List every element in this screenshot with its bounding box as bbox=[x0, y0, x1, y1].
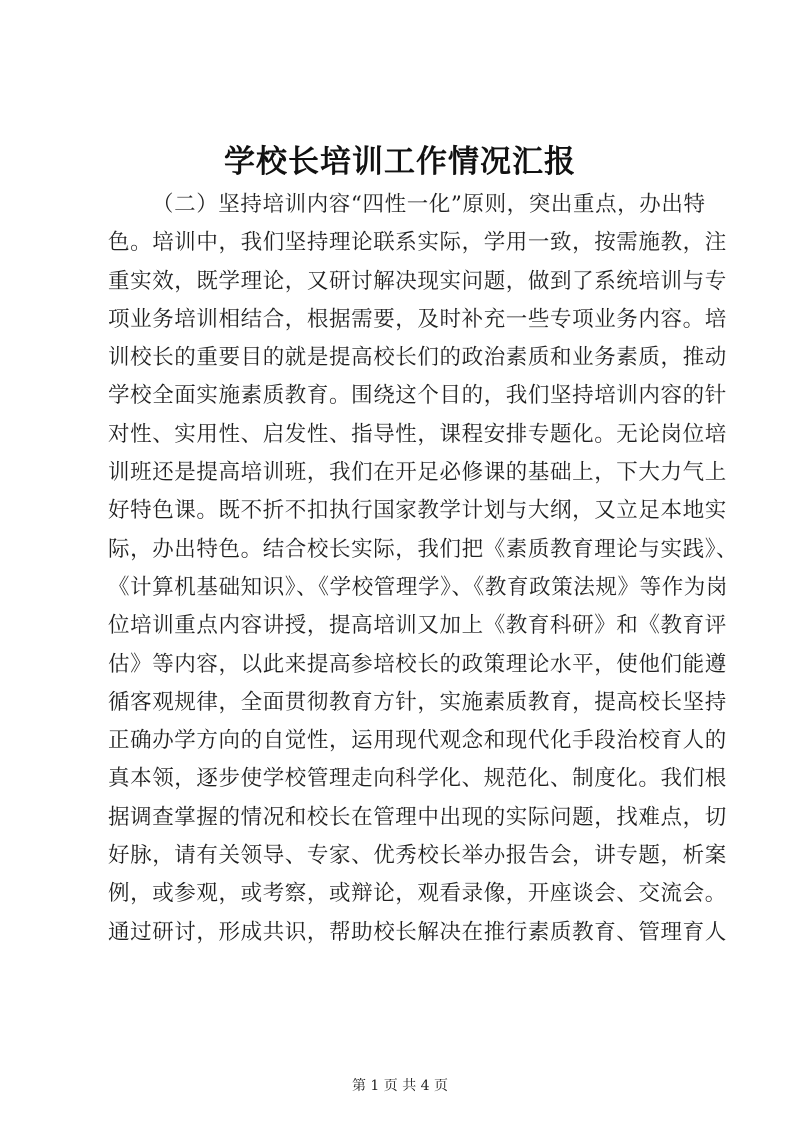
body-line: 《计算机基础知识》、《学校管理学》、《教育政策法规》等作为岗 bbox=[108, 574, 729, 600]
body-line: 位培训重点内容讲授，提高培训又加上《教育科研》和《教育评 bbox=[108, 613, 727, 639]
body-line: 项业务培训相结合，根据需要，及时补充一些专项业务内容。培 bbox=[108, 306, 727, 332]
body-line: 训班还是提高培训班，我们在开足必修课的基础上，下大力气上 bbox=[108, 460, 727, 486]
document-title: 学校长培训工作情况汇报 bbox=[224, 144, 576, 180]
body-line: 训校长的重要目的就是提高校长们的政治素质和业务素质，推动 bbox=[108, 345, 727, 371]
body-line: 重实效，既学理论，又研讨解决现实问题，做到了系统培训与专 bbox=[108, 268, 727, 294]
body-line: 估》等内容，以此来提高参培校长的政策理论水平，使他们能遵 bbox=[108, 651, 727, 677]
body-line: 真本领，逐步使学校管理走向科学化、规范化、制度化。我们根 bbox=[108, 766, 727, 792]
body-line: 色。培训中，我们坚持理论联系实际，学用一致，按需施教，注 bbox=[108, 230, 727, 256]
body-line: 通过研讨，形成共识，帮助校长解决在推行素质教育、管理育人 bbox=[108, 919, 727, 945]
body-line: 正确办学方向的自觉性，运用现代观念和现代化手段治校育人的 bbox=[108, 728, 727, 754]
body-line: 例，或参观，或考察，或辩论，观看录像，开座谈会、交流会。 bbox=[108, 881, 727, 907]
body-line: 际，办出特色。结合校长实际，我们把《素质教育理论与实践》、 bbox=[108, 536, 739, 562]
body-line: 循客观规律，全面贯彻教育方针，实施素质教育，提高校长坚持 bbox=[108, 689, 727, 715]
body-line: 学校全面实施素质教育。围绕这个目的，我们坚持培训内容的针 bbox=[108, 383, 727, 409]
document-body bbox=[108, 186, 739, 952]
body-line: （二）坚持培训内容“四性一化”原则，突出重点，办出特 bbox=[152, 192, 706, 217]
body-line: 好特色课。既不折不扣执行国家教学计划与大纲，又立足本地实 bbox=[108, 498, 727, 524]
body-line: 对性、实用性、启发性、指导性，课程安排专题化。无论岗位培 bbox=[108, 421, 727, 447]
body-line: 好脉，请有关领导、专家、优秀校长举办报告会，讲专题，析案 bbox=[108, 843, 727, 869]
body-line: 据调查掌握的情况和校长在管理中出现的实际问题，找难点，切 bbox=[108, 804, 727, 830]
page-footer: 第 1 页 共 4 页 bbox=[351, 1078, 449, 1094]
